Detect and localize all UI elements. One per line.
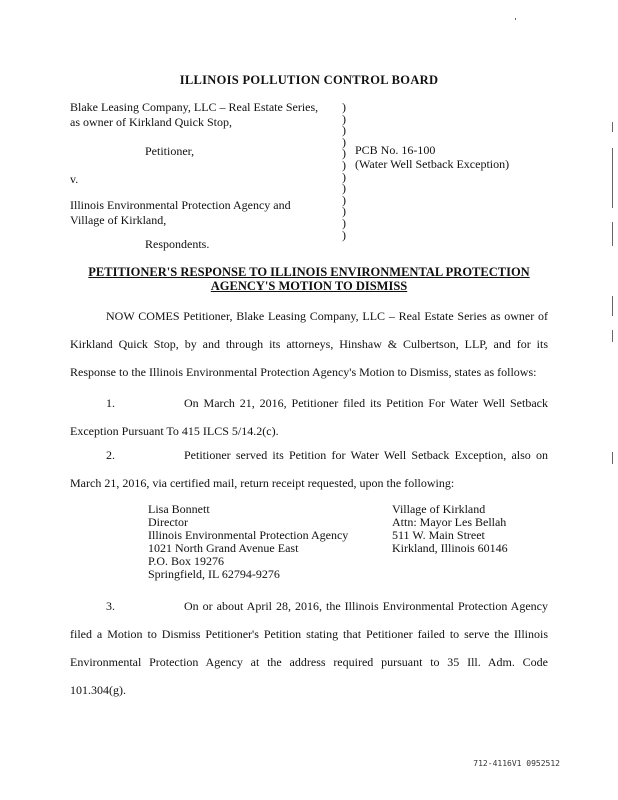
address-line: Attn: Mayor Les Bellah: [392, 515, 507, 529]
address-line: 511 W. Main Street: [392, 528, 485, 542]
respondent-name-line2: Village of Kirkland,: [70, 213, 167, 227]
address-line: Illinois Environmental Protection Agency: [148, 528, 349, 542]
numbered-paragraph: 1. On March 21, 2016, Petitioner filed its Petition For Water Well Setback Exception Pursuant To 415 ILCS 5/14.2(c).: [70, 396, 548, 438]
petitioner-role: Petitioner,: [145, 144, 195, 158]
board-title: ILLINOIS POLLUTION CONTROL BOARD: [179, 73, 439, 87]
scan-mark: [612, 296, 613, 316]
numbered-paragraph: 2. Petitioner served its Petition for Water Well Setback Exception, also on March 21, 2016, via certified mail, return receipt requested, upon the following:: [70, 448, 548, 490]
case-number: PCB No. 16-100: [355, 143, 436, 157]
document-title-line1: PETITIONER'S RESPONSE TO ILLINOIS ENVIRONMENTAL PROTECTION: [88, 265, 530, 279]
service-address-right: [392, 503, 508, 555]
address-line: Village of Kirkland: [392, 502, 486, 516]
scan-mark: [515, 18, 516, 20]
scan-mark: [612, 222, 613, 246]
respondent-name-line1: Illinois Environmental Protection Agency and: [70, 198, 291, 212]
address-line: Springfield, IL 62794-9276: [148, 567, 280, 581]
address-line: Director: [148, 515, 188, 529]
numbered-paragraph: 3. On or about April 28, 2016, the Illinois Environmental Protection Agency filed a Motion to Dismiss Petitioner's Petition stating that Petitioner failed to serve the Illinois Environmental Protection Agency at the address required pursuant to 35 Ill. Adm. Code 101.304(g).: [70, 599, 548, 697]
caption-parentheses: ) ) ) ) ) ) ) ) ) ) ) ): [342, 100, 346, 242]
intro-paragraph: NOW COMES Petitioner, Blake Leasing Company, LLC – Real Estate Series as owner of Kirkland Quick Stop, by and through its attorneys, Hinshaw & Culbertson, LLP, and for its Response to the Illinois Environmental Protection Agency's Motion to Dismiss, states as follows:: [70, 309, 548, 379]
respondent-role: Respondents.: [145, 237, 210, 251]
scan-mark: [612, 452, 613, 464]
address-line: P.O. Box 19276: [148, 554, 225, 568]
scan-mark: [612, 330, 613, 342]
versus-label: v.: [70, 172, 79, 186]
case-type: (Water Well Setback Exception): [355, 157, 510, 171]
address-line: Kirkland, Illinois 60146: [392, 541, 508, 555]
scan-mark: [612, 148, 613, 208]
petitioner-name-line1: Blake Leasing Company, LLC – Real Estate Series,: [70, 100, 319, 114]
document-code: 712-4116V1 0952512: [473, 759, 560, 768]
document-title-line2: AGENCY'S MOTION TO DISMISS: [210, 279, 408, 293]
address-line: Lisa Bonnett: [148, 502, 210, 516]
scan-mark: [612, 122, 613, 132]
service-address-left: [148, 503, 348, 581]
petitioner-name-line2: as owner of Kirkland Quick Stop,: [70, 115, 232, 129]
address-line: 1021 North Grand Avenue East: [148, 541, 299, 555]
